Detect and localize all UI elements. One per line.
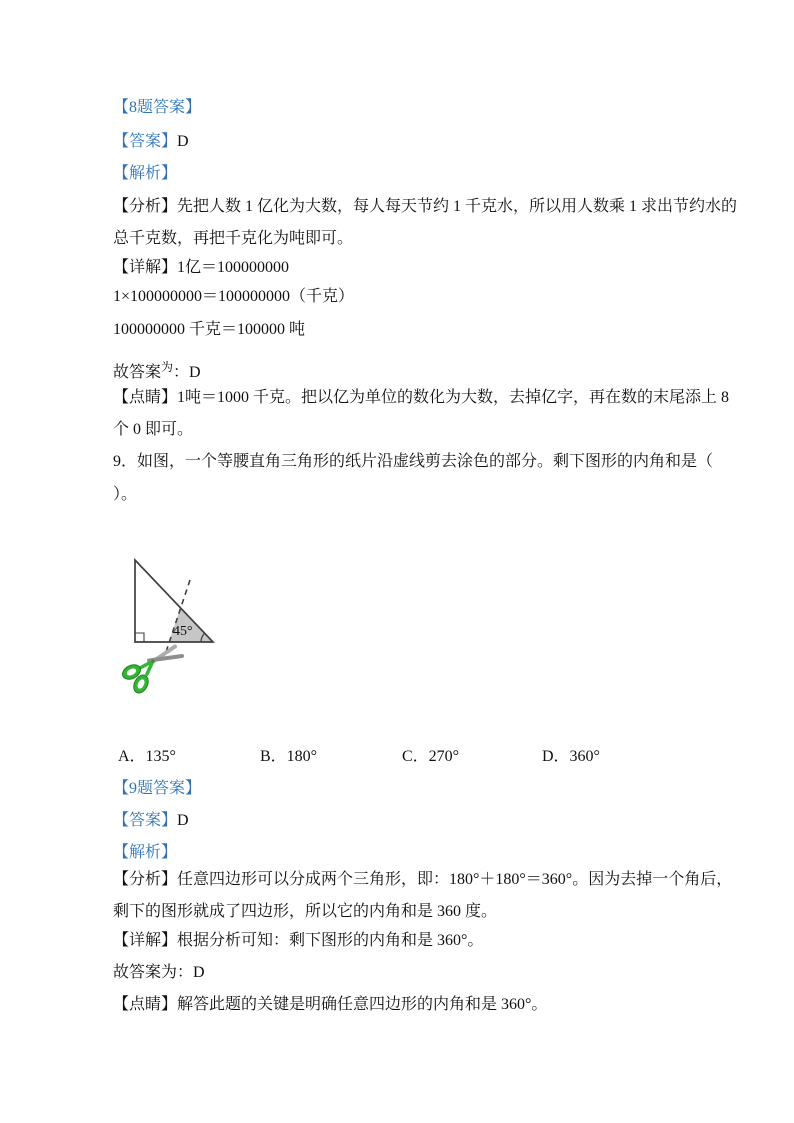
q9-analysis-header: 【解析】 (113, 844, 178, 861)
q9-fenxi-line2: 剩下的图形就成了四边形，所以它的内角和是 360 度。 (113, 903, 498, 920)
q8-detail: 【详解】1亿＝100000000 (113, 259, 290, 276)
q8-fenxi-line1: 【分析】先把人数 1 亿化为大数，每人每天节约 1 千克水，所以用人数乘 1 求出节约水的 (113, 198, 738, 215)
q9-detail: 【详解】根据分析可知：剩下图形的内角和是 360°。 (113, 932, 484, 949)
q9-answer-line (113, 810, 189, 832)
angle-label: 45° (173, 624, 193, 639)
q9-stem-line2: ）。 (113, 486, 138, 503)
q9-answer-label: 【答案】 (113, 812, 178, 829)
q9-stem-line1: 9．如图，一个等腰直角三角形的纸片沿虚线剪去涂色的部分。剩下图形的内角和是（ (113, 453, 714, 470)
q9-options-row (113, 746, 693, 768)
q9-fenxi-line1: 【分析】任意四边形可以分成两个三角形，即：180°＋180°＝360°。因为去掉一个角后， (113, 871, 733, 888)
q8-tip-line1: 【点睛】1吨＝1000 千克。把以亿为单位的数化为大数，去掉亿字，再在数的末尾添上 8 (113, 389, 730, 406)
q8-tip-line2: 个 0 即可。 (113, 421, 194, 438)
q8-answer-title: 【8题答案】 (113, 99, 202, 116)
q8-conclusion-prefix: 故答案 (113, 364, 162, 381)
q9-conclusion: 故答案为：D (113, 964, 205, 981)
q8-answer-line (113, 131, 189, 153)
q9-answer-title: 【9题答案】 (113, 780, 202, 797)
q8-answer-value: D (177, 133, 189, 150)
right-angle-marker (135, 633, 144, 642)
option-a: A．135° (118, 748, 176, 765)
option-b: B．180° (260, 748, 318, 765)
q9-tip: 【点睛】解答此题的关键是明确任意四边形的内角和是 360°。 (113, 996, 548, 1013)
q8-conclusion-rest: ：D (173, 364, 201, 381)
q8-fenxi-line2: 总千克数，再把千克化为吨即可。 (113, 230, 354, 247)
q9-answer-value: D (177, 812, 189, 829)
triangle-figure-svg (115, 550, 225, 700)
option-d: D．360° (542, 748, 600, 765)
option-c: C．270° (402, 748, 460, 765)
q8-calc-line1: 1×100000000＝100000000（千克） (113, 288, 355, 305)
q8-calc-line2: 100000000 千克＝100000 吨 (113, 321, 306, 338)
triangle-figure (115, 550, 225, 700)
scissors-pivot (151, 659, 154, 662)
q8-conclusion-superscript: 为 (161, 360, 174, 374)
q8-analysis-header: 【解析】 (113, 165, 178, 182)
scissors-icon (120, 647, 182, 696)
q8-answer-label: 【答案】 (113, 133, 178, 150)
q8-conclusion (113, 356, 201, 381)
